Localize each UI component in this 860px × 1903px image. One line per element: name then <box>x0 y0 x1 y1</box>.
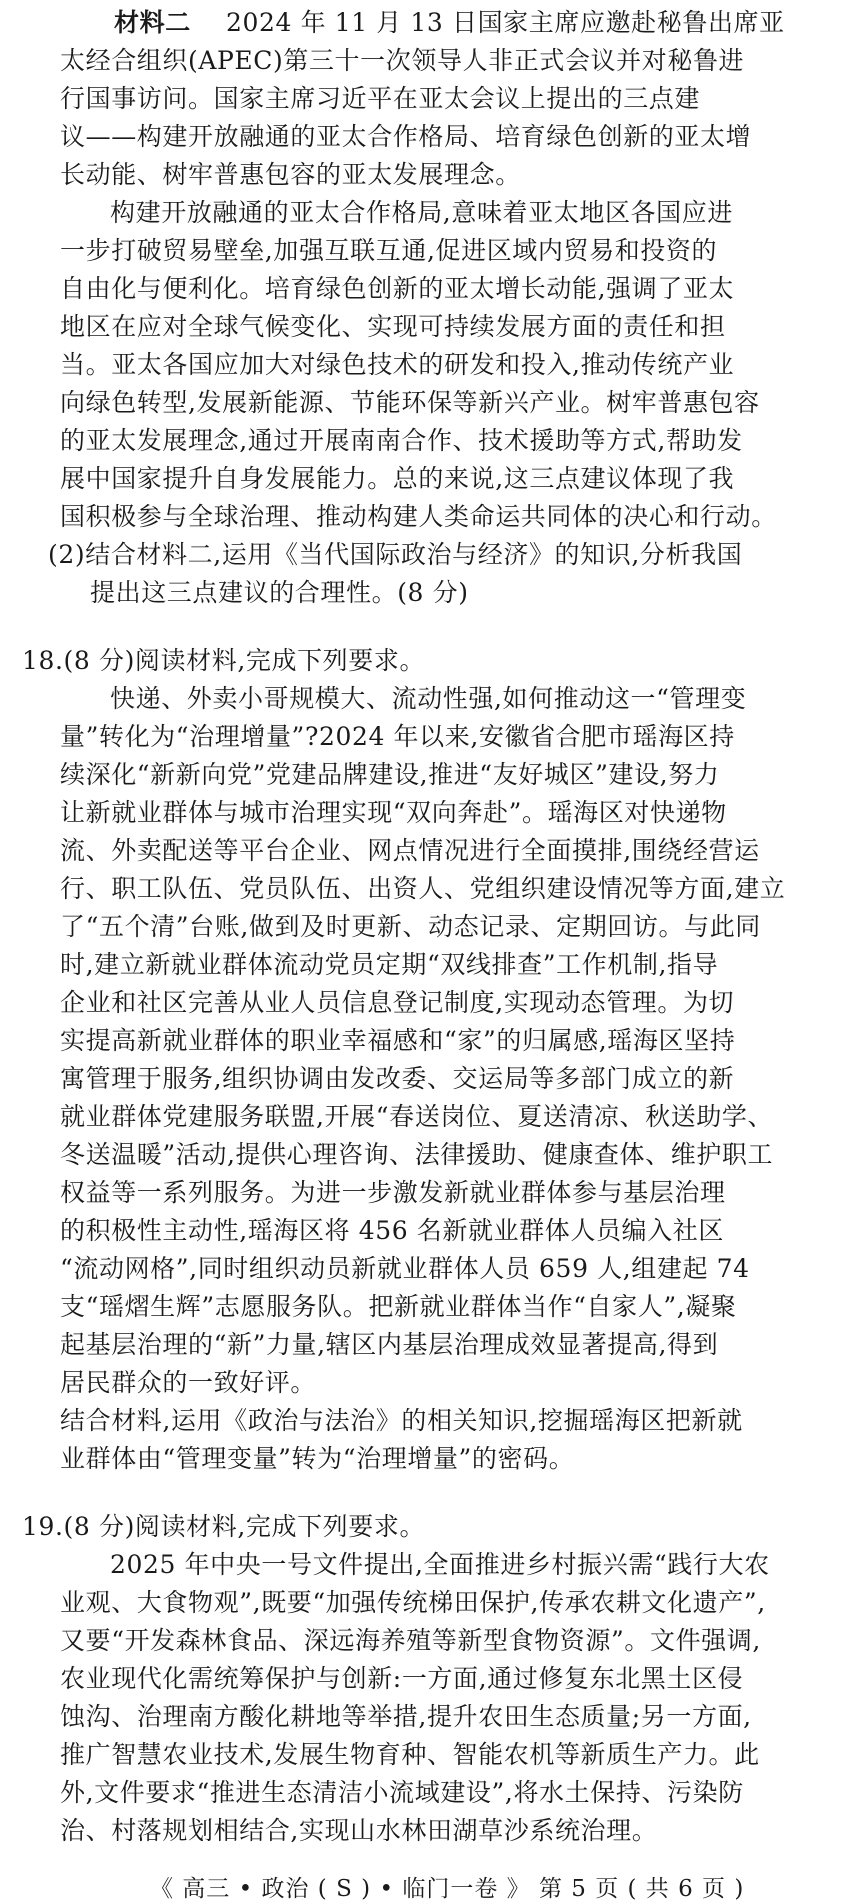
question-19-line: 推广智慧农业技术,发展生物育种、智能农机等新质生产力。此 <box>60 1740 760 1769</box>
question-18-line: 冬送温暖”活动,提供心理咨询、法律援助、健康查体、维护职工 <box>60 1140 774 1169</box>
material-2-line: 国积极参与全球治理、推动构建人类命运共同体的决心和行动。 <box>60 502 777 531</box>
question-2-prompt: (2)结合材料二,运用《当代国际政治与经济》的知识,分析我国 <box>48 540 743 569</box>
material-2-line: 太经合组织(APEC)第三十一次领导人非正式会议并对秘鲁进 <box>60 46 745 75</box>
question-18-line: 量”转化为“治理增量”?2024 年以来,安徽省合肥市瑶海区持 <box>60 722 735 751</box>
material-2-line: 长动能、树牢普惠包容的亚太发展理念。 <box>60 160 521 189</box>
question-18-line: 居民群众的一致好评。 <box>60 1368 317 1397</box>
material-2-line: 自由化与便利化。培育绿色创新的亚太增长动能,强调了亚太 <box>60 274 735 303</box>
question-19-line: 外,文件要求“推进生态清洁小流域建设”,将水土保持、污染防 <box>60 1778 744 1807</box>
material-2-line: 2024 年 11 月 13 日国家主席应邀赴秘鲁出席亚 <box>226 8 785 37</box>
question-18-line: 就业群体党建服务联盟,开展“春送岗位、夏送清凉、秋送助学、 <box>60 1102 774 1131</box>
material-2-title: 材料二 <box>114 8 191 37</box>
question-18-line: 起基层治理的“新”力量,辖区内基层治理成效显著提高,得到 <box>60 1330 719 1359</box>
question-18-prompt: 结合材料,运用《政治与法治》的相关知识,挖掘瑶海区把新就 <box>60 1406 743 1435</box>
material-2-line: 的亚太发展理念,通过开展南南合作、技术援助等方式,帮助发 <box>60 426 743 455</box>
question-18-line: 企业和社区完善从业人员信息登记制度,实现动态管理。为切 <box>60 988 735 1017</box>
question-18-line: 权益等一系列服务。为进一步激发新就业群体参与基层治理 <box>60 1178 726 1207</box>
question-18-line: 了“五个清”台账,做到及时更新、动态记录、定期回访。与此同 <box>60 912 761 941</box>
material-2-line: 构建开放融通的亚太合作格局,意味着亚太地区各国应进 <box>110 198 733 227</box>
question-19-line: 业观、大食物观”,既要“加强传统梯田保护,传承农耕文化遗产”, <box>60 1588 766 1617</box>
question-18-line: 续深化“新新向党”党建品牌建设,推进“友好城区”建设,努力 <box>60 760 720 789</box>
question-18-line: 实提高新就业群体的职业幸福感和“家”的归属感,瑶海区坚持 <box>60 1026 736 1055</box>
question-18-line: 流、外卖配送等平台企业、网点情况进行全面摸排,围绕经营运 <box>60 836 760 865</box>
question-18-line: 寓管理于服务,组织协调由发改委、交运局等多部门成立的新 <box>60 1064 735 1093</box>
question-2-prompt: 提出这三点建议的合理性。(8 分) <box>90 578 469 607</box>
question-19-line: 农业现代化需统筹保护与创新:一方面,通过修复东北黑土区侵 <box>60 1664 744 1693</box>
material-2-line: 议——构建开放融通的亚太合作格局、培育绿色创新的亚太增 <box>60 122 752 151</box>
question-18-line: 的积极性主动性,瑶海区将 456 名新就业群体人员编入社区 <box>60 1216 724 1245</box>
question-19-line: 蚀沟、治理南方酸化耕地等举措,提升农田生态质量;另一方面, <box>60 1702 752 1731</box>
material-2-line: 地区在应对全球气候变化、实现可持续发展方面的责任和担 <box>60 312 726 341</box>
question-18-line: 支“瑶熠生辉”志愿服务队。把新就业群体当作“自家人”,凝聚 <box>60 1292 737 1321</box>
material-2-line: 一步打破贸易壁垒,加强互联互通,促进区域内贸易和投资的 <box>60 236 718 265</box>
question-18-line: 让新就业群体与城市治理实现“双向奔赴”。瑶海区对快递物 <box>60 798 727 827</box>
question-18-line: “流动网格”,同时组织动员新就业群体人员 659 人,组建起 74 <box>60 1254 750 1283</box>
material-2-line: 行国事访问。国家主席习近平在亚太会议上提出的三点建 <box>60 84 701 113</box>
material-2-line: 向绿色转型,发展新能源、节能环保等新兴产业。树牢普惠包容 <box>60 388 760 417</box>
question-19-line: 治、村落规划相结合,实现山水林田湖草沙系统治理。 <box>60 1816 658 1845</box>
material-2-line: 展中国家提升自身发展能力。总的来说,这三点建议体现了我 <box>60 464 735 493</box>
material-2-line: 当。亚太各国应加大对绿色技术的研发和投入,推动传统产业 <box>60 350 735 379</box>
question-19-header: 19.(8 分)阅读材料,完成下列要求。 <box>22 1512 426 1541</box>
question-19-line: 2025 年中央一号文件提出,全面推进乡村振兴需“践行大农 <box>110 1550 770 1579</box>
question-19-line: 又要“开发森林食品、深远海养殖等新型食物资源”。文件强调, <box>60 1626 761 1655</box>
question-18-header: 18.(8 分)阅读材料,完成下列要求。 <box>22 646 426 675</box>
question-18-line: 时,建立新就业群体流动党员定期“双线排查”工作机制,指导 <box>60 950 719 979</box>
page-footer: 《 高三 • 政治 ( S ) • 临门一卷 》 第 5 页 ( 共 6 页 ) <box>150 1876 745 1902</box>
question-18-line: 行、职工队伍、党员队伍、出资人、党组织建设情况等方面,建立 <box>60 874 786 903</box>
question-18-prompt: 业群体由“管理变量”转为“治理增量”的密码。 <box>60 1444 575 1473</box>
question-18-line: 快递、外卖小哥规模大、流动性强,如何推动这一“管理变 <box>110 684 747 713</box>
